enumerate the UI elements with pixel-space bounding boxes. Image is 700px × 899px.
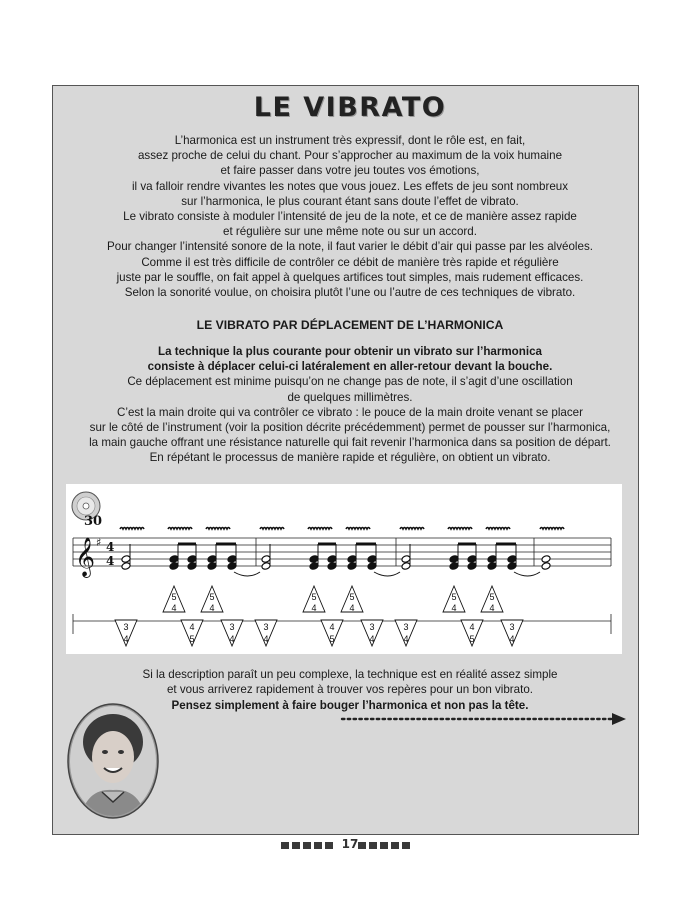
tab-number: 5 [451,592,457,602]
harmonica-tab [115,586,523,646]
intro-line: et régulière sur une même note ou sur un accord. [223,225,477,239]
page-title: LE VIBRATO [253,92,447,123]
tie-arc [234,572,260,576]
tab-draw-hole [395,620,417,646]
vibrato-mark-icon [540,528,564,530]
intro-paragraph [60,133,640,300]
tab-number: 4 [229,634,235,644]
tab-number: 4 [263,634,269,644]
intro-line: il va falloir rendre vivantes les notes que vous jouez. Les effets de jeu sont nombreux [131,179,569,193]
tab-draw-hole [221,620,243,646]
treble-clef-icon: 𝄞 [75,537,96,577]
tab-number: 4 [469,622,475,632]
tab-number: 5 [171,592,177,602]
section-line: de quelques millimètres. [287,390,413,404]
music-score [66,484,622,654]
tab-number: 4 [451,603,457,613]
tab-number: 5 [489,592,495,602]
tab-number: 3 [403,622,409,632]
intro-line: Comme il est très difficile de contrôler ce débit de manière très rapide et régulière [141,255,559,269]
harmonica-player-portrait [66,702,160,820]
note-head [507,562,517,571]
vibrato-mark-icon [168,528,192,530]
footer-square [391,842,399,849]
vibrato-mark-icon [346,528,370,530]
note-head [467,555,477,564]
footer-square [303,842,311,849]
tie-arc [374,572,400,576]
intro-line: et faire passer dans votre jeu toutes vos émotions, [220,164,480,178]
tab-draw-hole [461,620,483,646]
score-svg [66,484,622,654]
vibrato-mark-icon [486,528,510,530]
intro-line: Le vibrato consiste à moduler l’intensité de jeu de la note, et ce de manière assez rapide [123,210,577,224]
tab-draw-hole [361,620,383,646]
tab-draw-hole [321,620,343,646]
tab-number: 4 [171,603,177,613]
tab-number: 3 [509,622,515,632]
vibrato-mark-icon [400,528,424,530]
note-head [541,562,551,571]
vibrato-mark-icon [448,528,472,530]
footer-square [380,842,388,849]
track-number: 30 [84,514,103,529]
tab-number: 4 [329,622,335,632]
vibrato-marks [120,528,564,530]
tab-number: 4 [189,622,195,632]
section-line: C’est la main droite qui va contrôler ce vibrato : le pouce de la main droite venant se placer [117,405,583,419]
note-head [227,562,237,571]
note-head [261,562,271,571]
tab-number: 5 [349,592,355,602]
conclusion-line: Si la description paraît un peu complexe, la technique est en réalité assez simple [142,668,558,681]
note-head [401,562,411,571]
tab-blow-hole [341,586,363,613]
tab-number: 4 [489,603,495,613]
footer-square [281,842,289,849]
notes-group [121,544,551,576]
tab-number: 5 [329,634,335,644]
section-heading: LE VIBRATO PAR DÉPLACEMENT DE L’HARMONICA [196,318,504,332]
time-signature-top: 4 [106,540,115,554]
note-head [169,562,179,571]
tab-number: 4 [349,603,355,613]
note-head [121,562,131,571]
section-line: la main gauche offrant une résistance naturelle qui fait revenir l’harmonica dans sa position de départ. [89,436,611,450]
dotted-arrow-icon [340,711,630,727]
footer-square [402,842,410,849]
note-head [507,555,517,564]
intro-line: Pour changer l’intensité sonore de la note, il faut varier le débit d’air qui passe par les alvéoles. [107,240,593,254]
note-head [121,555,131,564]
section-bold-line: consiste à déplacer celui-ci latéralement en aller-retour devant la bouche. [147,360,553,374]
conclusion-paragraph [80,667,620,713]
tab-number: 5 [209,592,215,602]
note-head [327,562,337,571]
tab-draw-hole [181,620,203,646]
tab-number: 3 [263,622,269,632]
tab-blow-hole [303,586,325,613]
tab-blow-hole [163,586,185,613]
section-line: Ce déplacement est minime puisqu’on ne change pas de note, il s’agit d’une oscillation [127,375,573,389]
note-head [467,562,477,571]
note-head [327,555,337,564]
tab-blow-hole [201,586,223,613]
tab-number: 5 [311,592,317,602]
tab-draw-hole [501,620,523,646]
note-head [449,562,459,571]
tab-number: 3 [123,622,129,632]
intro-line: L’harmonica est un instrument très expressif, dont le rôle est, en fait, [174,134,526,147]
tab-number: 4 [209,603,215,613]
tab-draw-hole [115,620,137,646]
footer-square [314,842,322,849]
conclusion-line: et vous arriverez rapidement à trouver vos repères pour un bon vibrato. [166,683,534,697]
tab-number: 4 [509,634,515,644]
footer-square [358,842,366,849]
tab-draw-hole [255,620,277,646]
intro-line: sur l’harmonica, le plus courant étant sans doute l’effet de vibrato. [181,194,519,208]
section-line: sur le côté de l’instrument (voir la position décrite précédemment) permet de pousser sur l’harmonica, [89,421,611,435]
tie-arc [514,572,540,576]
tab-number: 4 [369,634,375,644]
footer-square [369,842,377,849]
note-head [207,562,217,571]
note-head [207,555,217,564]
note-head [309,562,319,571]
note-head [541,555,551,564]
note-head [169,555,179,564]
note-head [367,555,377,564]
vibrato-mark-icon [308,528,332,530]
vibrato-mark-icon [206,528,230,530]
tab-number: 3 [229,622,235,632]
intro-line: juste par le souffle, on fait appel à quelques artifices tout simples, mais rudement efficaces. [116,270,584,284]
note-head [227,555,237,564]
tab-blow-hole [443,586,465,613]
tab-number: 5 [469,634,475,644]
vibrato-mark-icon [120,528,144,530]
note-head [367,562,377,571]
intro-line: assez proche de celui du chant. Pour s’approcher au maximum de la voix humaine [137,149,563,163]
vibrato-mark-icon [260,528,284,530]
note-head [487,555,497,564]
footer-square [325,842,333,849]
note-head [449,555,459,564]
section-bold-line: La technique la plus courante pour obtenir un vibrato sur l’harmonica [158,345,542,358]
note-head [187,555,197,564]
tab-number: 3 [369,622,375,632]
time-signature-bottom: 4 [106,554,115,568]
note-head [347,562,357,571]
tab-number: 5 [189,634,195,644]
tab-number: 4 [403,634,409,644]
note-head [187,562,197,571]
note-head [487,562,497,571]
intro-line: Selon la sonorité voulue, on choisira plutôt l’une ou l’autre de ces techniques de vibrato. [124,286,576,300]
note-head [261,555,271,564]
note-head [401,555,411,564]
footer-square [292,842,300,849]
section-paragraph [60,344,640,466]
tab-number: 4 [311,603,317,613]
tab-number: 4 [123,634,129,644]
conclusion-bold-line: Pensez simplement à faire bouger l’harmonica et non pas la tête. [171,698,529,712]
note-head [309,555,319,564]
tab-blow-hole [481,586,503,613]
section-line: En répétant le processus de manière rapide et régulière, on obtient un vibrato. [149,451,551,465]
key-signature-sharp: ♯ [96,536,102,549]
page-footer [0,839,700,853]
page-number: 17 [341,837,359,851]
note-head [347,555,357,564]
